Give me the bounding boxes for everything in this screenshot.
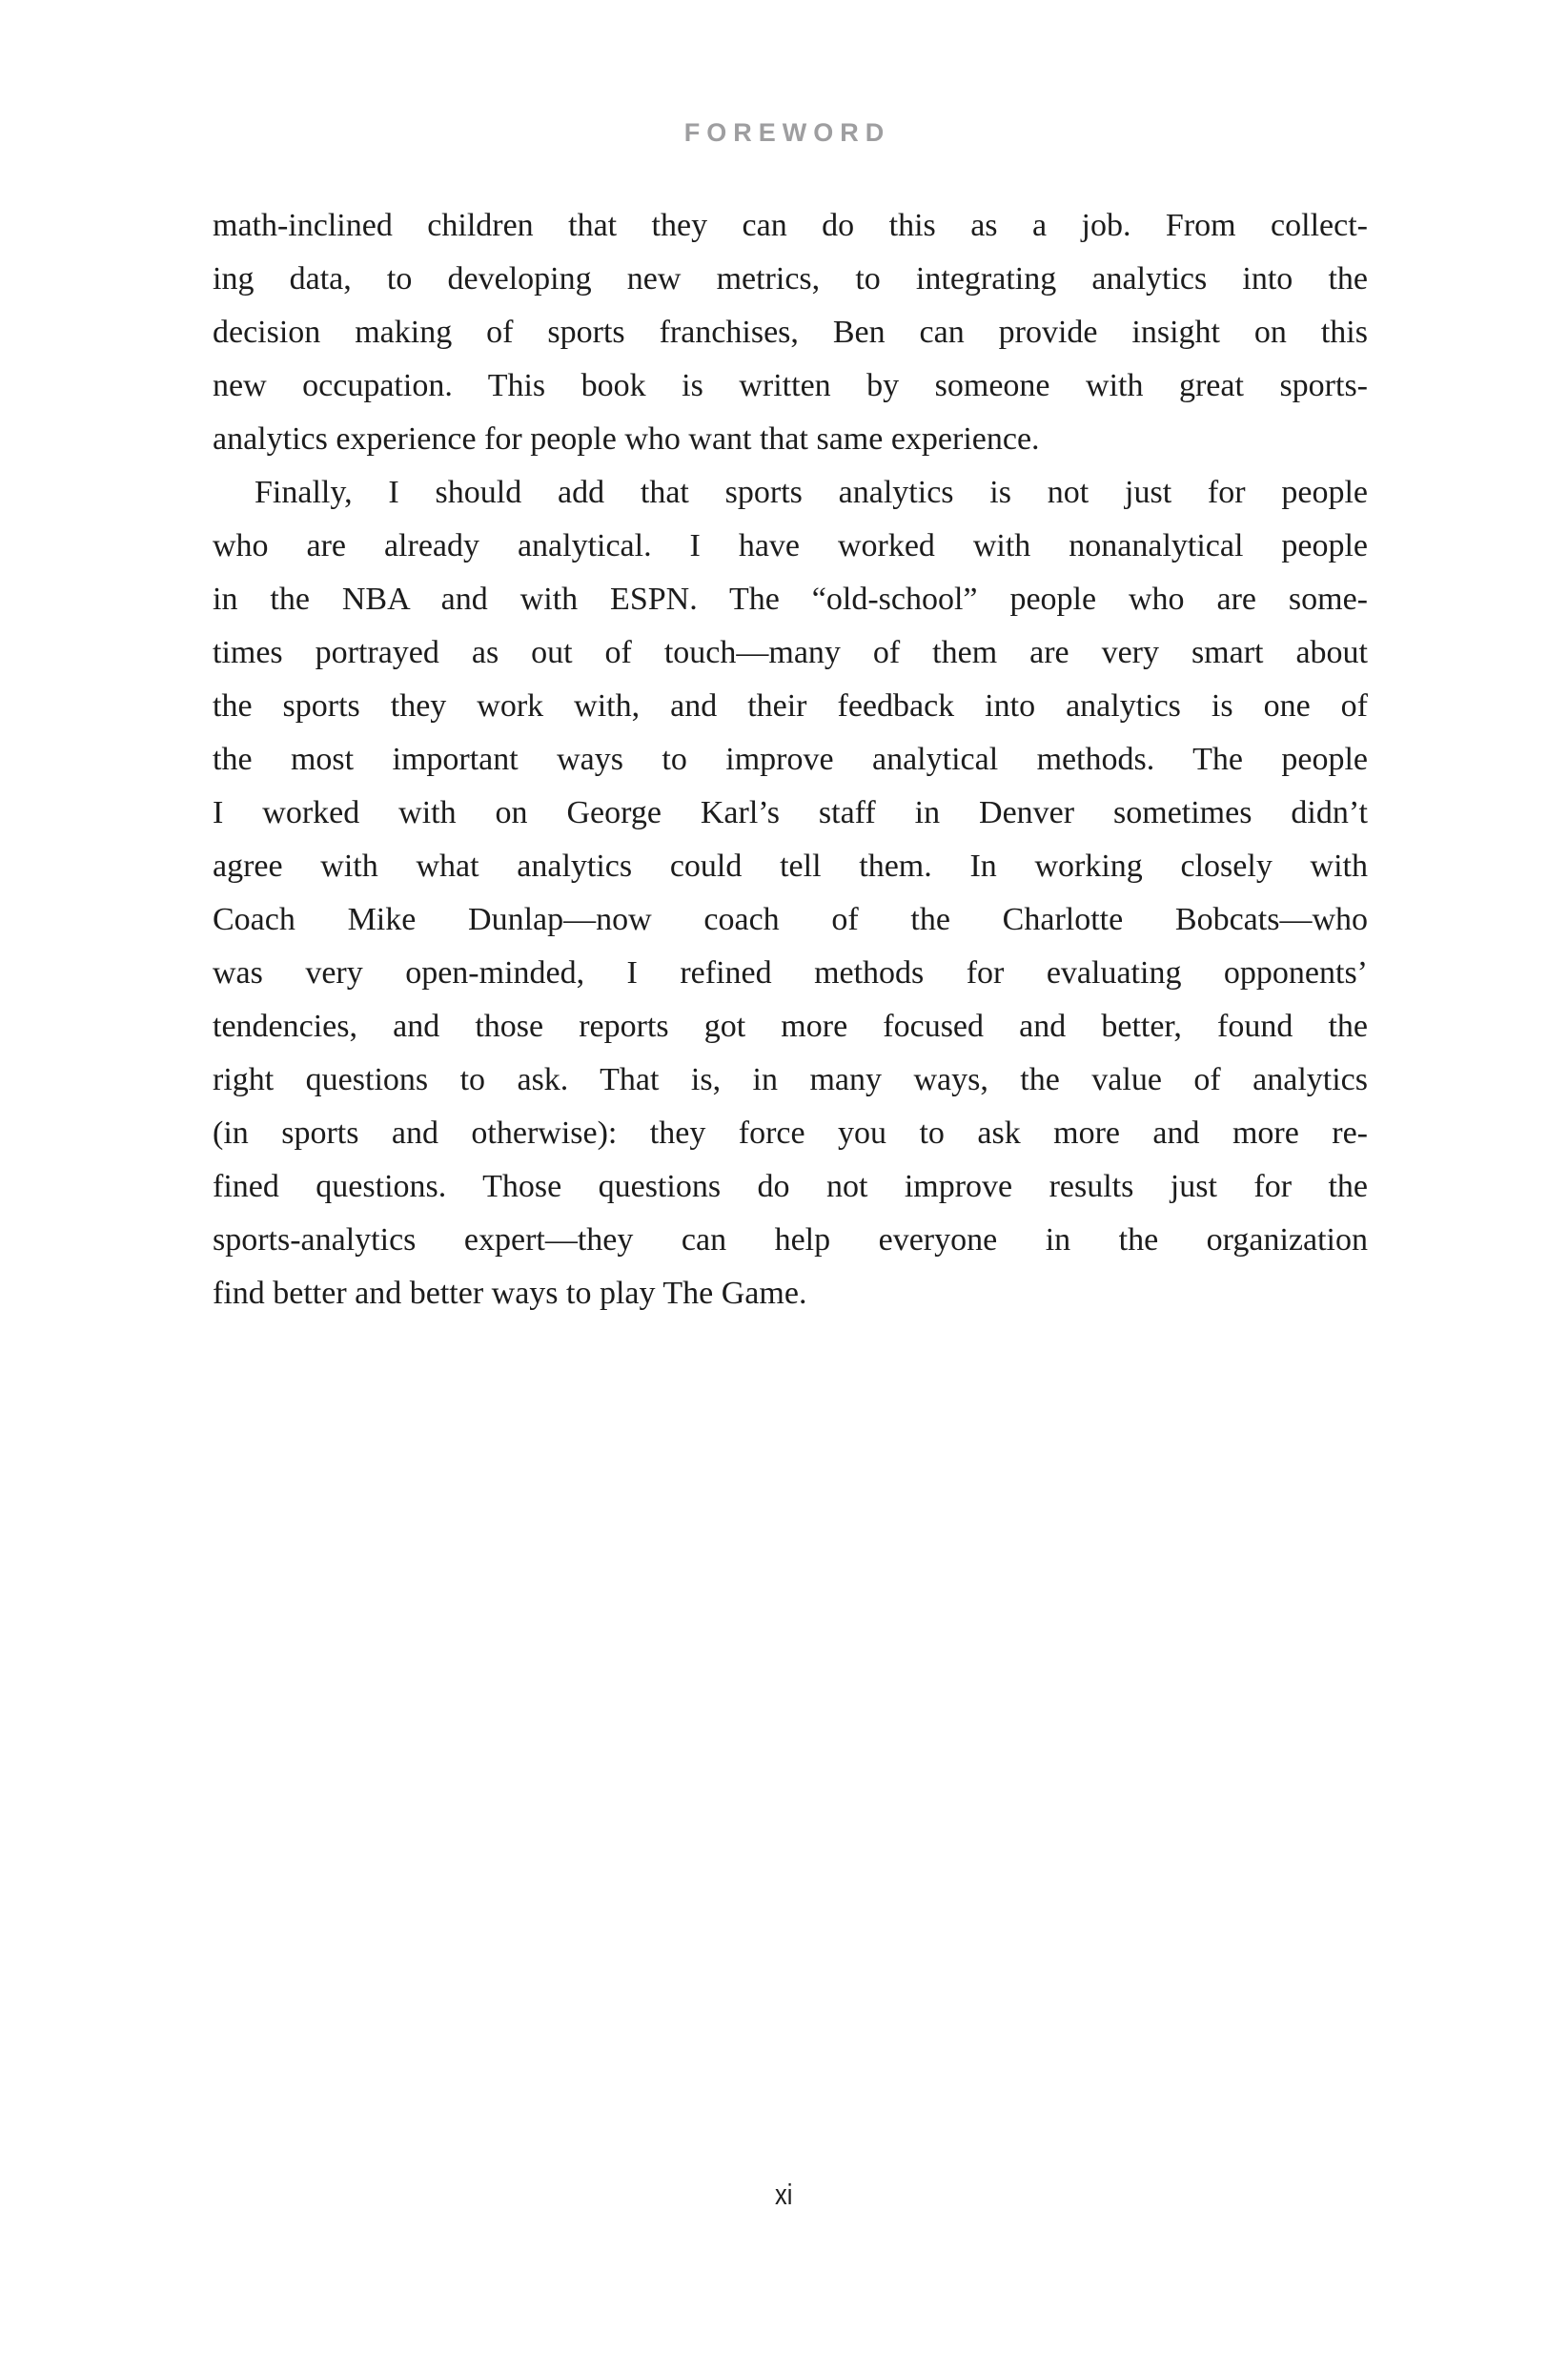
text-line: was very open-minded, I refined methods for evaluating opponents’: [213, 955, 1368, 991]
paragraph-2: [213, 466, 1368, 1320]
text-line: sports-analytics expert—they can help everyone in the organization: [213, 1222, 1368, 1258]
text-line: find better and better ways to play The Game.: [213, 1276, 807, 1311]
text-line: analytics experience for people who want that same experience.: [213, 421, 1040, 457]
text-line: the most important ways to improve analytical methods. The people: [213, 742, 1368, 777]
text-line: times portrayed as out of touch—many of them are very smart about: [213, 635, 1368, 670]
text-line: the sports they work with, and their feedback into analytics is one of: [213, 688, 1368, 724]
paragraph-1: [213, 199, 1368, 466]
foreword-text-block: [213, 199, 1368, 1320]
text-line: right questions to ask. That is, in many ways, the value of analytics: [213, 1062, 1368, 1097]
text-line: math-inclined children that they can do this as a job. From collect-: [213, 208, 1368, 243]
text-line: (in sports and otherwise): they force you to ask more and more re-: [213, 1115, 1368, 1151]
page-number: [0, 2178, 1568, 2212]
text-line: Finally, I should add that sports analytics is not just for people: [255, 475, 1368, 510]
text-line: who are already analytical. I have worked with nonanalytical people: [213, 528, 1368, 563]
page-number-value: xi: [775, 2178, 793, 2211]
text-line: agree with what analytics could tell them. In working closely with: [213, 849, 1368, 884]
text-line: new occupation. This book is written by someone with great sports-: [213, 368, 1368, 403]
text-line: decision making of sports franchises, Ben can provide insight on this: [213, 315, 1368, 350]
text-line: I worked with on George Karl’s staff in Denver sometimes didn’t: [213, 795, 1368, 830]
text-line: tendencies, and those reports got more focused and better, found the: [213, 1009, 1368, 1044]
text-line: ing data, to developing new metrics, to integrating analytics into the: [213, 261, 1368, 297]
running-head-foreword: FOREWORD: [683, 118, 891, 147]
text-line: Coach Mike Dunlap—now coach of the Charlotte Bobcats—who: [213, 902, 1368, 937]
text-line: in the NBA and with ESPN. The “old-school” people who are some-: [213, 582, 1368, 617]
text-line: fined questions. Those questions do not improve results just for the: [213, 1169, 1368, 1204]
